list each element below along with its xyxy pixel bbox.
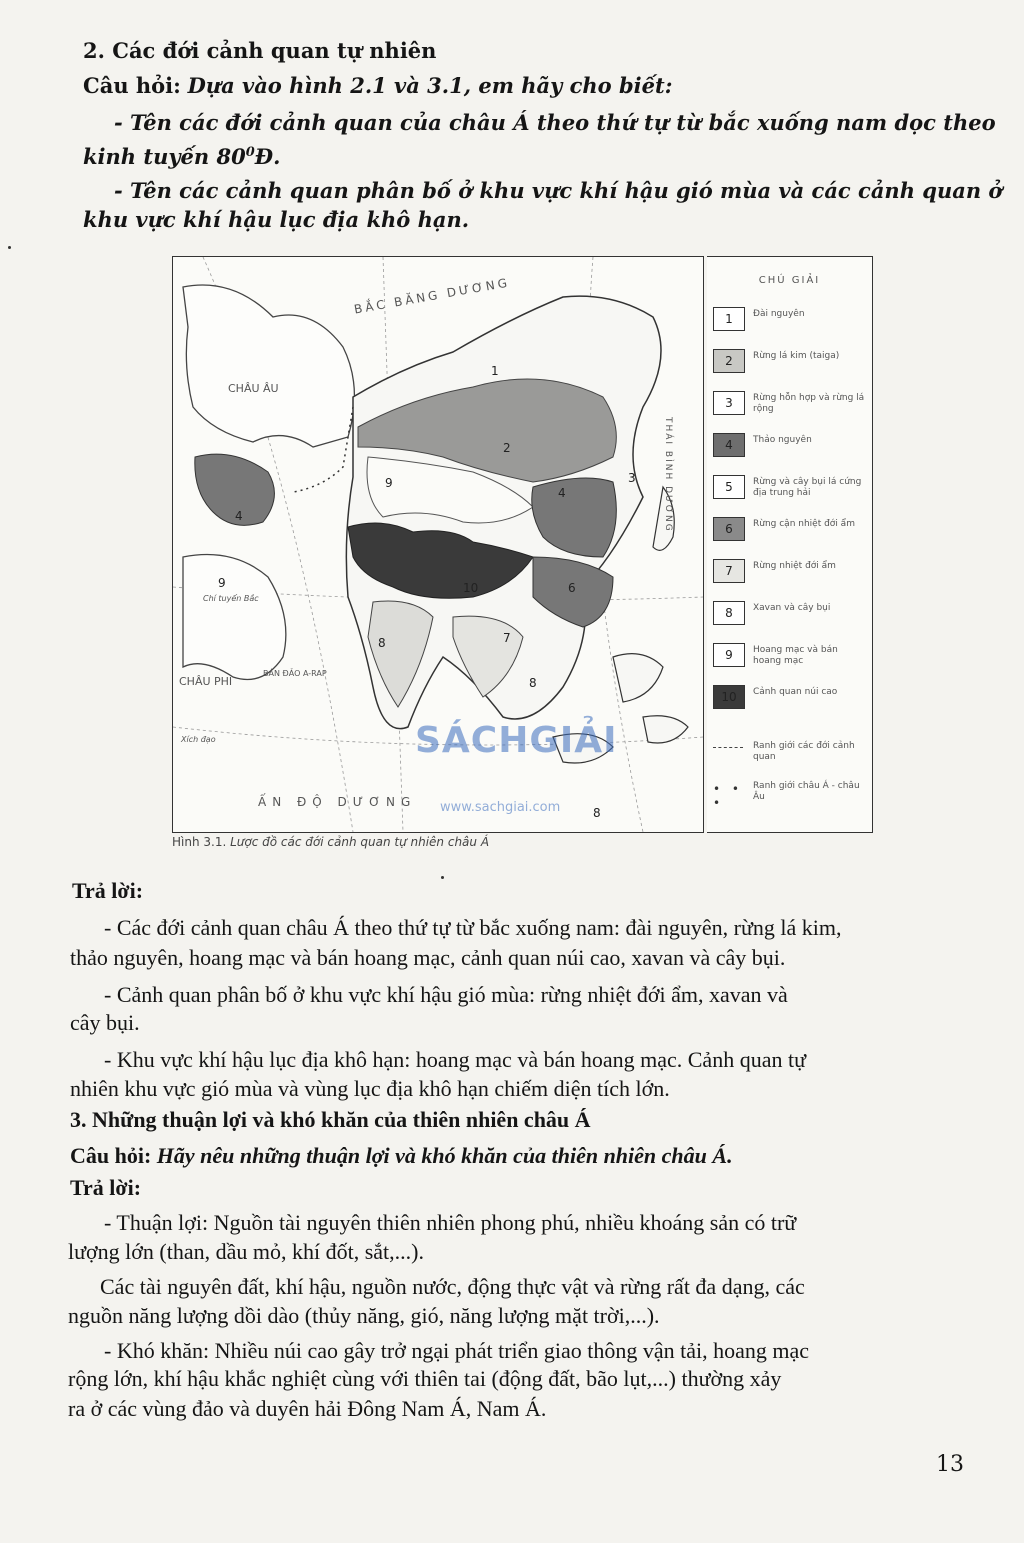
figure-caption: Hình 3.1. Lược đồ các đới cảnh quan tự nhiên châu Á <box>172 835 490 849</box>
svg-text:10: 10 <box>463 581 479 595</box>
question-bullet-2-line1: - Tên các cảnh quan phân bố ở khu vực khí hậu gió mùa và các cảnh quan ở <box>114 178 1003 203</box>
svg-text:6: 6 <box>568 581 576 595</box>
legend-label: Hoang mạc và bán hoang mạc <box>753 645 838 666</box>
section2-question <box>83 73 672 99</box>
legend-item <box>713 349 873 379</box>
answer1-p2-line1: - Cảnh quan phân bố ở khu vực khí hậu gió mùa: rừng nhiệt đới ẩm, xavan và <box>104 982 788 1007</box>
dashed-line-icon <box>713 747 743 748</box>
question-label: Câu hỏi: <box>83 73 181 98</box>
section3-p1-line2: lượng lớn (than, dầu mỏ, khí đốt, sắt,...). <box>68 1239 424 1264</box>
section3-p3-line1: - Khó khăn: Nhiều núi cao gây trở ngại phát triển giao thông vận tải, hoang mạc <box>104 1338 810 1363</box>
scan-speck <box>441 876 444 879</box>
section3-heading: 3. Những thuận lợi và khó khăn của thiên nhiên châu Á <box>70 1107 591 1132</box>
question-text: Dựa vào hình 2.1 và 3.1, em hãy cho biết: <box>187 73 673 98</box>
legend-item <box>713 475 873 505</box>
legend-label: Đài nguyên <box>753 309 805 319</box>
section3-answer-label: Trả lời: <box>70 1175 142 1200</box>
legend-swatch: 2 <box>713 349 745 373</box>
answer1-p3-line1: - Khu vực khí hậu lục địa khô hạn: hoang mạc và bán hoang mạc. Cảnh quan tự <box>104 1047 806 1072</box>
map-label-africa: CHÂU PHI <box>179 675 233 688</box>
map-label-arctic-ocean: BẮC BĂNG DƯƠNG <box>352 275 511 317</box>
svg-text:3: 3 <box>628 471 636 485</box>
answer1-p3-line2: nhiên khu vực gió mùa và vùng lục địa khô hạn chiếm diện tích lớn. <box>70 1076 670 1101</box>
svg-text:8: 8 <box>378 636 386 650</box>
legend-swatch: 4 <box>713 433 745 457</box>
legend-swatch: 7 <box>713 559 745 583</box>
section3-p2-line2: nguồn năng lượng dồi dào (thủy năng, gió, năng lượng mặt trời,...). <box>68 1303 660 1328</box>
section3-p2-line1: Các tài nguyên đất, khí hậu, nguồn nước, động thực vật và rừng rất đa dạng, các <box>100 1274 805 1299</box>
legend-label: Xavan và cây bụi <box>753 603 831 613</box>
legend-item <box>713 433 873 463</box>
legend-label: Rừng cận nhiệt đới ẩm <box>753 519 855 529</box>
section3-p1-line1: - Thuận lợi: Nguồn tài nguyên thiên nhiên phong phú, nhiều khoáng sản có trữ <box>104 1210 797 1235</box>
legend-label: Rừng và cây bụi lá cứng địa trung hải <box>753 477 862 498</box>
section3-question: Câu hỏi: Hãy nêu những thuận lợi và khó khăn của thiên nhiên châu Á. <box>70 1143 733 1168</box>
legend-swatch: 5 <box>713 475 745 499</box>
legend-label: Rừng hỗn hợp và rừng lá rộng <box>753 393 865 414</box>
scan-speck <box>8 246 11 249</box>
legend-item-zone-boundary: Ranh giới các đới cảnh quan <box>713 739 873 769</box>
legend-item <box>713 559 873 589</box>
svg-text:7: 7 <box>503 631 511 645</box>
map-label-europe: CHÂU ÂU <box>228 382 279 395</box>
section3-p3-line2: rộng lớn, khí hậu khắc nghiệt cùng với thiên tai (động đất, bão lụt,...) thường xảy <box>68 1366 782 1391</box>
svg-text:8: 8 <box>593 806 601 820</box>
svg-text:2: 2 <box>503 441 511 455</box>
page-number: 13 <box>936 1452 964 1477</box>
watermark-url: www.sachgiai.com <box>440 800 561 815</box>
legend-swatch: 8 <box>713 601 745 625</box>
legend-swatch: 10 <box>713 685 745 709</box>
svg-text:9: 9 <box>218 576 226 590</box>
svg-text:9: 9 <box>385 476 393 490</box>
svg-text:4: 4 <box>235 509 243 523</box>
legend-label: Thảo nguyên <box>753 435 812 445</box>
answer1-label: Trả lời: <box>72 878 144 903</box>
map-label-arabia: BÁN ĐẢO A-RAP <box>263 669 327 678</box>
legend-item <box>713 391 873 421</box>
answer1-p2-line2: cây bụi. <box>70 1010 140 1035</box>
legend-swatch: 6 <box>713 517 745 541</box>
watermark-logo: SÁCHGIẢI <box>415 720 618 761</box>
legend-item <box>713 643 873 673</box>
legend-item-continent-boundary: • • • Ranh giới châu Á - châu Âu <box>713 781 860 810</box>
section2-heading: 2. Các đới cảnh quan tự nhiên <box>83 38 437 63</box>
legend-title: CHÚ GIẢI <box>758 275 821 286</box>
question-bullet-2-line2: khu vực khí hậu lục địa khô hạn. <box>83 207 470 232</box>
legend-label: Rừng nhiệt đới ẩm <box>753 561 836 571</box>
map-label-indian-ocean: ẤN ĐỘ DƯƠNG <box>258 795 417 809</box>
legend-item <box>713 307 873 337</box>
svg-text:1: 1 <box>491 364 499 378</box>
legend-swatch: 3 <box>713 391 745 415</box>
answer1-p1-line1: - Các đới cảnh quan châu Á theo thứ tự từ bắc xuống nam: đài nguyên, rừng lá kim, <box>104 915 842 940</box>
map-legend <box>707 256 873 833</box>
legend-swatch: 9 <box>713 643 745 667</box>
legend-item <box>713 517 873 547</box>
svg-text:8: 8 <box>529 676 537 690</box>
map-label-equator: Xích đạo <box>181 735 216 744</box>
svg-text:4: 4 <box>558 486 566 500</box>
map-label-tropic: Chí tuyến Bắc <box>203 594 259 603</box>
legend-item <box>713 685 873 715</box>
legend-item <box>713 601 873 631</box>
legend-label: Rừng lá kim (taiga) <box>753 351 840 361</box>
map-label-pacific: THÁI BÌNH DƯƠNG <box>663 417 673 533</box>
legend-swatch: 1 <box>713 307 745 331</box>
legend-label: Cảnh quan núi cao <box>753 687 838 697</box>
answer1-p1-line2: thảo nguyên, hoang mạc và bán hoang mạc, cảnh quan núi cao, xavan và cây bụi. <box>70 945 786 970</box>
section3-p3-line3: ra ở các vùng đảo và duyên hải Đông Nam Á, Nam Á. <box>68 1396 547 1421</box>
dotted-line-icon: • • • <box>713 782 743 810</box>
question-bullet-1-line1: - Tên các đới cảnh quan của châu Á theo thứ tự từ bắc xuống nam dọc theo <box>114 110 996 135</box>
question-bullet-1-line2: kinh tuyến $80^0Đ$. <box>83 144 281 169</box>
